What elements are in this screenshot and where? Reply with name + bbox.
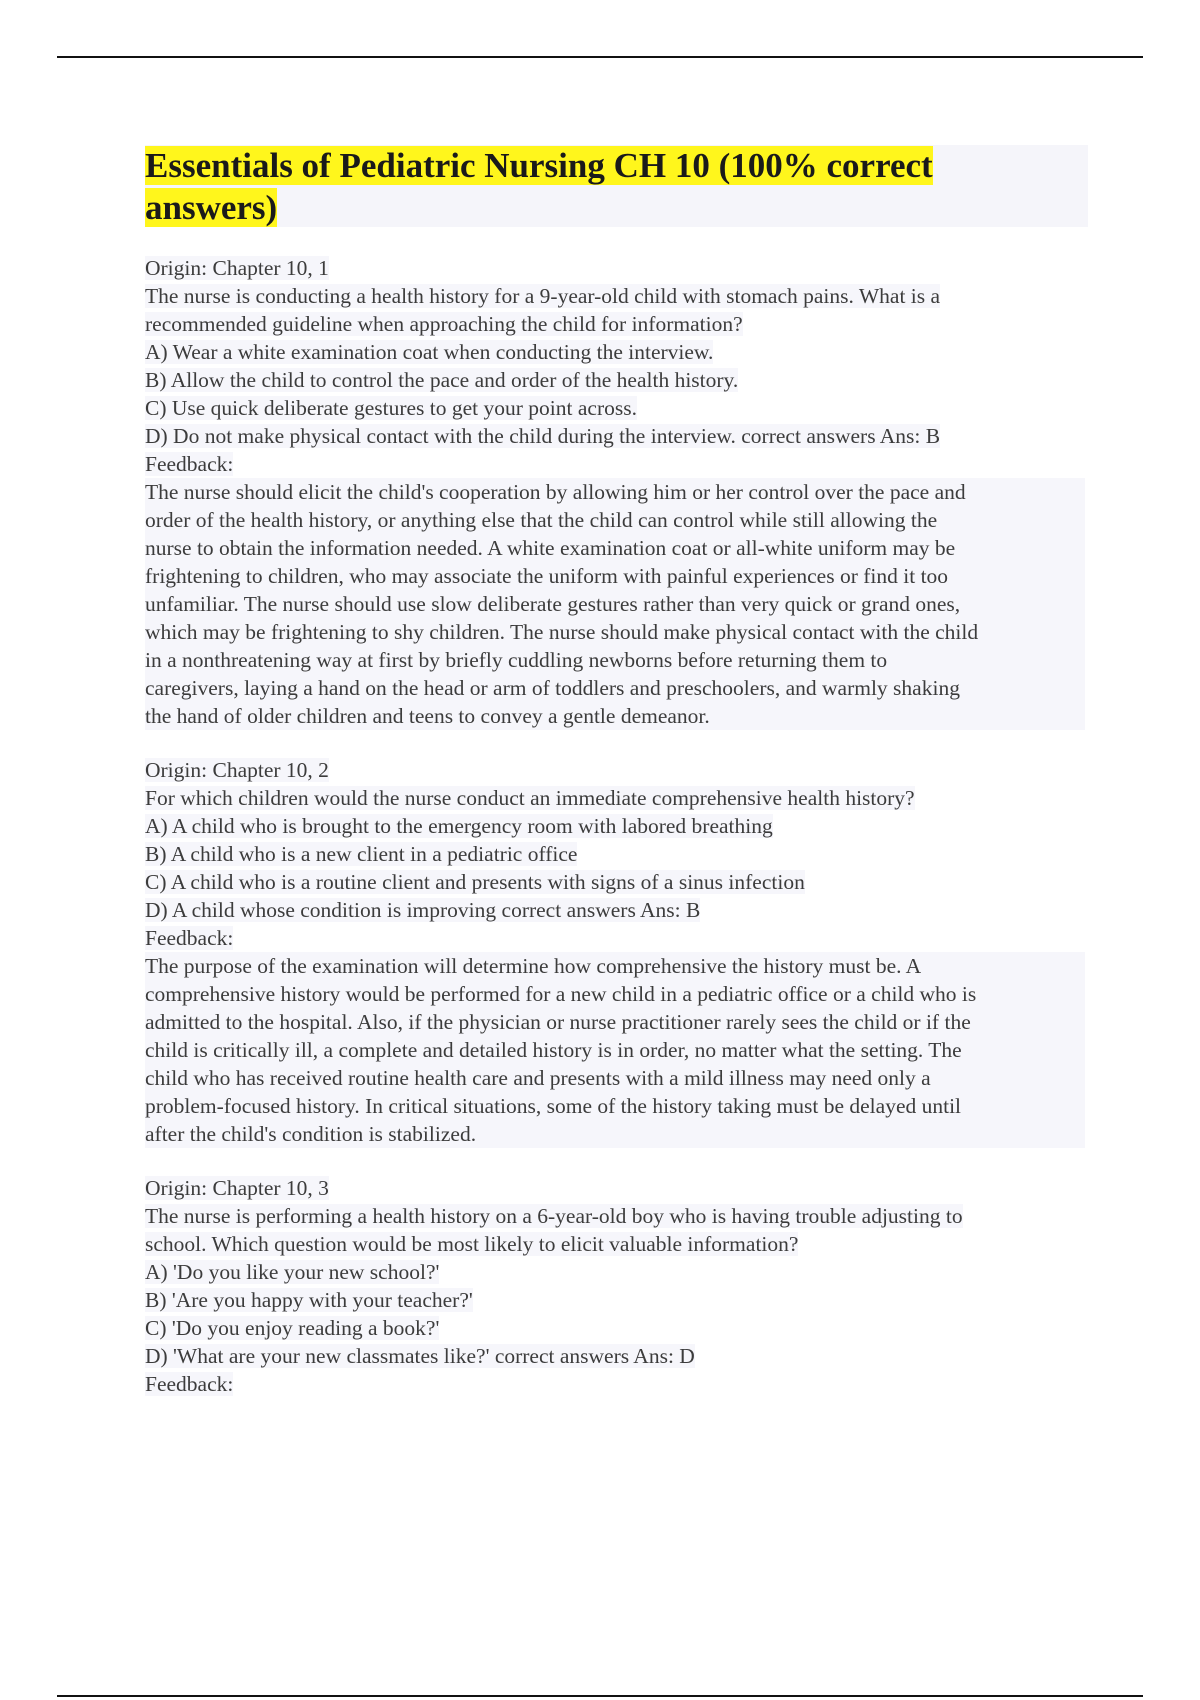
feedback-line: admitted to the hospital. Also, if the physician or nurse practitioner rarely sees the child or if the: [145, 1010, 971, 1034]
feedback-line: child is critically ill, a complete and detailed history is in order, no matter what the setting. The: [145, 1038, 962, 1062]
feedback-line: which may be frightening to shy children. The nurse should make physical contact with the child: [145, 620, 979, 644]
answer-option-a: A) Wear a white examination coat when conducting the interview.: [145, 340, 714, 364]
feedback-label: Feedback:: [145, 452, 234, 476]
question-origin: Origin: Chapter 10, 3: [145, 1176, 329, 1200]
answer-option-c: C) Use quick deliberate gestures to get your point across.: [145, 396, 637, 420]
question-block-2: [145, 756, 1100, 1148]
feedback-line: comprehensive history would be performed for a new child in a pediatric office or a child who is: [145, 982, 977, 1006]
answer-option-b: B) A child who is a new client in a pediatric office: [145, 842, 578, 866]
feedback-line: order of the health history, or anything else that the child can control while still allowing the: [145, 508, 938, 532]
question-origin: Origin: Chapter 10, 1: [145, 256, 329, 280]
feedback-line: The purpose of the examination will determine how comprehensive the history must be. A: [145, 954, 922, 978]
feedback-text: [145, 478, 1085, 730]
document-title: Essentials of Pediatric Nursing CH 10 (100% correct answers): [145, 146, 933, 227]
feedback-label: Feedback:: [145, 926, 234, 950]
feedback-line: child who has received routine health care and presents with a mild illness may need only a: [145, 1066, 931, 1090]
feedback-label: Feedback:: [145, 1372, 234, 1396]
answer-option-b: B) 'Are you happy with your teacher?': [145, 1288, 473, 1312]
answer-option-b: B) Allow the child to control the pace and order of the health history.: [145, 368, 739, 392]
question-stem-line: The nurse is conducting a health history for a 9-year-old child with stomach pains. What is a: [145, 284, 941, 308]
answer-option-d: D) A child whose condition is improving correct answers Ans: B: [145, 898, 701, 922]
answer-option-a: A) 'Do you like your new school?': [145, 1260, 440, 1284]
feedback-line: unfamiliar. The nurse should use slow deliberate gestures rather than very quick or grand ones,: [145, 592, 961, 616]
feedback-line: The nurse should elicit the child's cooperation by allowing him or her control over the pace and: [145, 480, 966, 504]
feedback-line: in a nonthreatening way at first by briefly cuddling newborns before returning them to: [145, 648, 888, 672]
question-origin: Origin: Chapter 10, 2: [145, 758, 329, 782]
answer-option-a: A) A child who is brought to the emergency room with labored breathing: [145, 814, 773, 838]
answer-option-d: D) 'What are your new classmates like?' correct answers Ans: D: [145, 1344, 695, 1368]
feedback-line: problem-focused history. In critical situations, some of the history taking must be delayed until: [145, 1094, 962, 1118]
question-stem-line: For which children would the nurse conduct an immediate comprehensive health history?: [145, 786, 915, 810]
feedback-line: the hand of older children and teens to convey a gentle demeanor.: [145, 704, 710, 728]
feedback-line: after the child's condition is stabilized.: [145, 1122, 477, 1146]
feedback-text: [145, 952, 1085, 1148]
feedback-line: frightening to children, who may associate the uniform with painful experiences or find it too: [145, 564, 949, 588]
question-stem-line: school. Which question would be most likely to elicit valuable information?: [145, 1232, 799, 1256]
feedback-line: caregivers, laying a hand on the head or arm of toddlers and preschoolers, and warmly shaking: [145, 676, 960, 700]
question-stem-line: The nurse is performing a health history on a 6-year-old boy who is having trouble adjusting to: [145, 1204, 963, 1228]
top-rule: [57, 56, 1143, 58]
answer-option-d: D) Do not make physical contact with the child during the interview. correct answers Ans: B: [145, 424, 941, 448]
question-block-1: [145, 254, 1100, 730]
question-stem-line: recommended guideline when approaching the child for information?: [145, 312, 743, 336]
feedback-line: nurse to obtain the information needed. A white examination coat or all-white uniform may be: [145, 536, 956, 560]
bottom-rule: [57, 1695, 1143, 1697]
question-block-3: [145, 1174, 1100, 1398]
answer-option-c: C) A child who is a routine client and presents with signs of a sinus infection: [145, 870, 805, 894]
answer-option-c: C) 'Do you enjoy reading a book?': [145, 1316, 440, 1340]
